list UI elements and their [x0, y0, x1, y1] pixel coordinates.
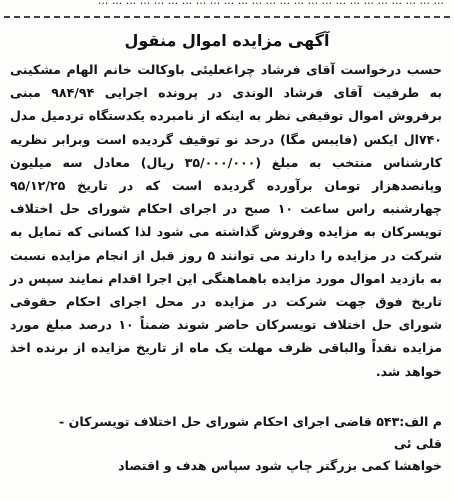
- notice-title: آگهی مزایده اموال منقول: [124, 31, 330, 50]
- notice-body: حسب درخواست آقای فرشاد چراغعلیئی باوکالت خانم الهام مشکینی به طرفیت آقای فرشاد الوندی در پرونده اجرایی ۹۸۴/۹۴ مبنی برفروش اموال توقیفی نظر به اینکه از نامبرده یکدستگاه تردمیل مدل ۷۴۰ال ایکس (فایبس مگا) درحد نو توقیف گردیده است وبرابر نظریه کارشناس منتخب به مبلغ (۳۵/۰۰۰/۰۰۰ ریال) معادل سه میلیون وپانصدهزار تومان برآورده گردیده است که در تاریخ ۹۵/۱۲/۲۵ چهارشنبه راس ساعت ۱۰ صبح در اجرای احکام شورای حل اختلاف تویسرکان به مزایده وفروش گذاشته می شود لذا کسانی که تمایل به شرکت در مزایده را دارند می توانند ۵ روز قبل از انجام مزایده نسبت به بازدید اموال مورد مزایده باهماهنگی این اجرا اقدام نمایند سپس در تاریخ فوق جهت شرکت در مزایده در محل اجرای احکام حقوقی شورای حل اختلاف تویسرکان حاضر شوند ضمناً ۱۰ درصد مبلغ مورد مزایده نقداً والباقی ظرف مهلت یک ماه از تاریخ مزایده از برنده اخذ خواهد شد.: [10, 62, 442, 379]
- judge-name: قلی ئی: [394, 436, 442, 451]
- dashed-separator: [4, 16, 450, 18]
- print-request-note: خواهشا کمی بزرگتر چاپ شود سپاس هدف و اقتصاد: [118, 458, 442, 473]
- previous-ad-fragment: ... ... ... ... ... ... ... ... ... ... ... ... ... ... ... ... ... ... ... ... ... ... ... ... ...: [97, 0, 444, 7]
- reference-and-judge-line: م الف:۵۴۳ قاضی اجرای احکام شورای حل اختلاف تویسرکان -: [59, 414, 442, 429]
